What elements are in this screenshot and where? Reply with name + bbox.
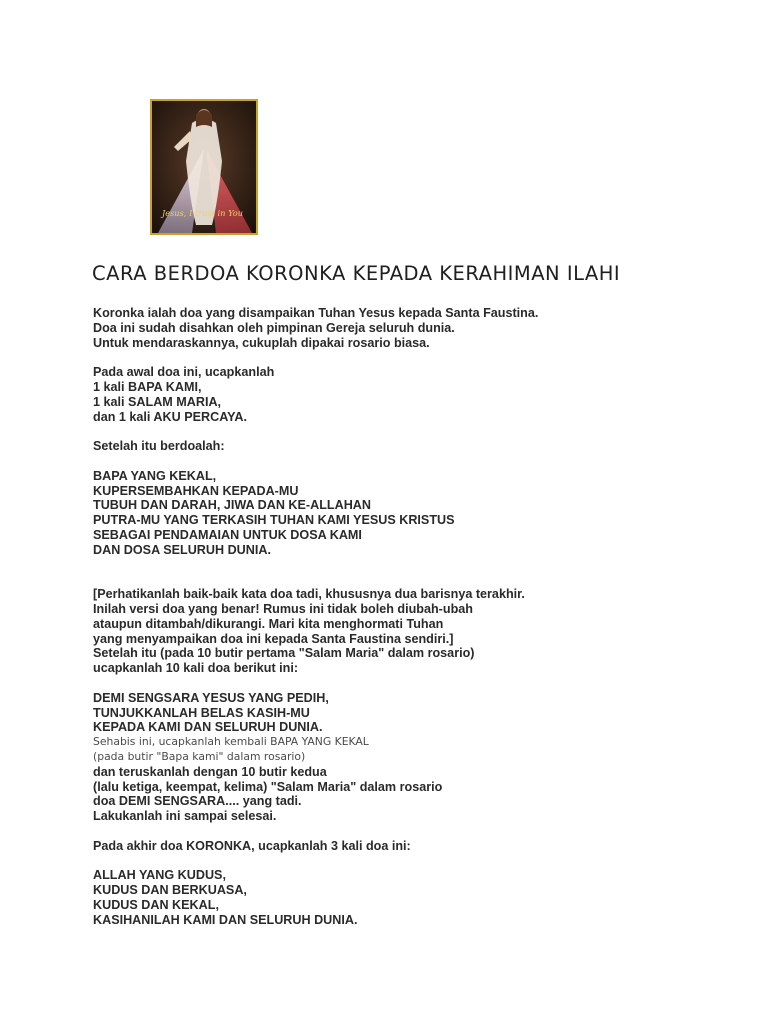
text-line: Doa ini sudah disahkan oleh pimpinan Gereja seluruh dunia. bbox=[93, 320, 455, 335]
prayer-line: DEMI SENGSARA YESUS YANG PEDIH, bbox=[93, 690, 329, 705]
document-body bbox=[93, 306, 733, 927]
text-line: doa DEMI SENGSARA.... yang tadi. bbox=[93, 794, 302, 809]
passion-note bbox=[93, 735, 733, 765]
continue-instructions bbox=[93, 765, 733, 824]
prayer-line: TUBUH DAN DARAH, JIWA DAN KE-ALLAHAN bbox=[93, 498, 371, 513]
text-line: Inilah versi doa yang benar! Rumus ini tidak boleh diubah-ubah bbox=[93, 601, 473, 616]
text-line: dan teruskanlah dengan 10 butir kedua bbox=[93, 764, 327, 779]
text-line: Lakukanlah ini sampai selesai. bbox=[93, 809, 277, 824]
passion-prayer bbox=[93, 691, 733, 735]
then-pray bbox=[93, 439, 733, 454]
text-line: 1 kali SALAM MARIA, bbox=[93, 394, 222, 409]
closing-intro bbox=[93, 839, 733, 854]
text-line: dan 1 kali AKU PERCAYA. bbox=[93, 409, 247, 424]
text-line: (lalu ketiga, keempat, kelima) "Salam Maria" dalam rosario bbox=[93, 779, 443, 794]
hair bbox=[196, 110, 212, 127]
text-line: Pada awal doa ini, ucapkanlah bbox=[93, 365, 275, 380]
prayer-line: KUPERSEMBAHKAN KEPADA-MU bbox=[93, 483, 299, 498]
prayer-line: BAPA YANG KEKAL, bbox=[93, 468, 217, 483]
text-line: Koronka ialah doa yang disampaikan Tuhan Yesus kepada Santa Faustina. bbox=[93, 306, 539, 320]
text-line: ucapkanlah 10 kali doa berikut ini: bbox=[93, 661, 299, 676]
prayer-line: KUDUS DAN BERKUASA, bbox=[93, 883, 247, 898]
text-line: 1 kali BAPA KAMI, bbox=[93, 379, 202, 394]
text-line: (pada butir "Bapa kami" dalam rosario) bbox=[93, 749, 306, 763]
page-title: CARA BERDOA KORONKA KEPADA KERAHIMAN ILAHI bbox=[92, 262, 621, 285]
prayer-line: KASIHANILAH KAMI DAN SELURUH DUNIA. bbox=[93, 912, 358, 927]
prayer-line: ALLAH YANG KUDUS, bbox=[93, 868, 226, 883]
text-line: Pada akhir doa KORONKA, ucapkanlah 3 kali doa ini: bbox=[93, 838, 411, 853]
text-line: yang menyampaikan doa ini kepada Santa Faustina sendiri.] bbox=[93, 631, 454, 646]
prayer-line: KUDUS DAN KEKAL, bbox=[93, 897, 219, 912]
prayer-line: PUTRA-MU YANG TERKASIH TUHAN KAMI YESUS KRISTUS bbox=[93, 513, 455, 528]
text-line: Sehabis ini, ucapkanlah kembali BAPA YANG KEKAL bbox=[93, 735, 369, 749]
intro-paragraph bbox=[93, 306, 733, 350]
prayer-line: KEPADA KAMI DAN SELURUH DUNIA. bbox=[93, 720, 323, 735]
image-caption: Jesus, I trust in You bbox=[162, 209, 244, 218]
text-line: Untuk mendaraskannya, cukuplah dipakai rosario biasa. bbox=[93, 335, 430, 350]
text-line: ataupun ditambah/dikurangi. Mari kita menghormati Tuhan bbox=[93, 616, 444, 631]
text-line: [Perhatikanlah baik-baik kata doa tadi, khususnya dua barisnya terakhir. bbox=[93, 587, 525, 602]
note-paragraph bbox=[93, 587, 733, 676]
holy-god-prayer bbox=[93, 868, 733, 927]
prayer-line: DAN DOSA SELURUH DUNIA. bbox=[93, 542, 271, 557]
divine-mercy-image bbox=[150, 99, 258, 235]
prayer-line: SEBAGAI PENDAMAIAN UNTUK DOSA KAMI bbox=[93, 527, 362, 542]
eternal-father-prayer bbox=[93, 469, 733, 558]
prayer-line: TUNJUKKANLAH BELAS KASIH-MU bbox=[93, 705, 310, 720]
opening-instructions bbox=[93, 365, 733, 424]
text-line: Setelah itu (pada 10 butir pertama "Salam Maria" dalam rosario) bbox=[93, 646, 475, 661]
text-line: Setelah itu berdoalah: bbox=[93, 439, 225, 454]
